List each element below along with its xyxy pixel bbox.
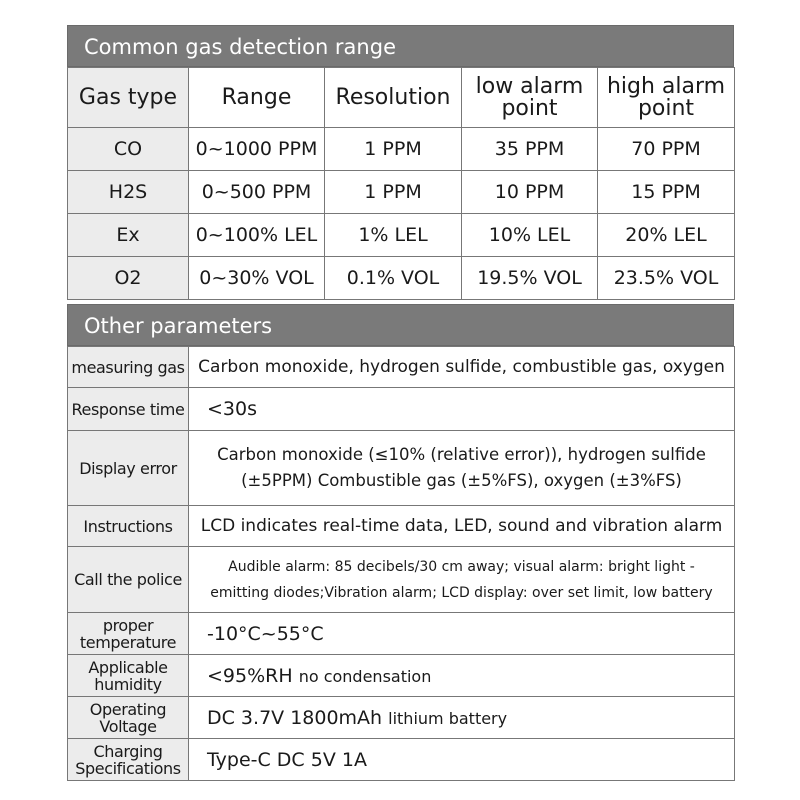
table-row (68, 347, 735, 388)
table-row (68, 388, 735, 431)
high-alarm-cell: 70 PPM (598, 128, 735, 171)
param-value: <95%RH (207, 664, 293, 687)
range-cell: 0~100% LEL (189, 214, 325, 257)
header-resolution: Resolution (325, 68, 462, 128)
param-label: measuring gas (68, 347, 189, 388)
high-alarm-cell: 20% LEL (598, 214, 735, 257)
table-row (68, 547, 735, 613)
gas-type-cell: Ex (68, 214, 189, 257)
resolution-cell: 1 PPM (325, 171, 462, 214)
table-row (68, 697, 735, 739)
gas-table (67, 67, 735, 300)
low-alarm-cell: 19.5% VOL (462, 257, 598, 300)
table-row (68, 655, 735, 697)
param-value: <30s (189, 388, 735, 431)
high-alarm-cell: 23.5% VOL (598, 257, 735, 300)
param-value-cell (189, 655, 735, 697)
param-label: Call the police (68, 547, 189, 613)
param-label: Charging Specifications (68, 739, 189, 781)
param-value: Audible alarm: 85 decibels/30 cm away; visual alarm: bright light -emitting diodes;Vibration alarm; LCD display: over set limit, low battery (189, 547, 735, 613)
table-row (68, 613, 735, 655)
low-alarm-cell: 10 PPM (462, 171, 598, 214)
param-value: DC 3.7V 1800mAh (207, 706, 383, 729)
range-cell: 0~30% VOL (189, 257, 325, 300)
low-alarm-cell: 35 PPM (462, 128, 598, 171)
param-value-suffix: no condensation (298, 666, 432, 686)
param-value-cell (189, 697, 735, 739)
param-value: LCD indicates real-time data, LED, sound and vibration alarm (189, 506, 735, 547)
params-table (67, 346, 735, 781)
resolution-cell: 1% LEL (325, 214, 462, 257)
table-row (68, 257, 735, 300)
param-value: Type-C DC 5V 1A (189, 739, 735, 781)
table-row (68, 739, 735, 781)
header-low-alarm: low alarm point (462, 68, 598, 128)
table-row (68, 431, 735, 506)
param-label: Response time (68, 388, 189, 431)
gas-section-title: Common gas detection range (67, 25, 734, 67)
header-high-alarm: high alarm point (598, 68, 735, 128)
param-value-suffix: lithium battery (388, 708, 508, 728)
param-label: proper temperature (68, 613, 189, 655)
low-alarm-cell: 10% LEL (462, 214, 598, 257)
param-value: Carbon monoxide, hydrogen sulfide, combustible gas, oxygen (189, 347, 735, 388)
header-gas-type: Gas type (68, 68, 189, 128)
param-label: Operating Voltage (68, 697, 189, 739)
gas-table-header (68, 68, 735, 128)
param-label: Applicable humidity (68, 655, 189, 697)
spec-sheet (67, 25, 734, 781)
header-range: Range (189, 68, 325, 128)
table-row (68, 171, 735, 214)
gas-type-cell: H2S (68, 171, 189, 214)
range-cell: 0~1000 PPM (189, 128, 325, 171)
resolution-cell: 1 PPM (325, 128, 462, 171)
table-row (68, 128, 735, 171)
param-label: Instructions (68, 506, 189, 547)
resolution-cell: 0.1% VOL (325, 257, 462, 300)
params-section-title: Other parameters (67, 304, 734, 346)
param-value: -10°C~55°C (189, 613, 735, 655)
param-label: Display error (68, 431, 189, 506)
gas-type-cell: CO (68, 128, 189, 171)
range-cell: 0~500 PPM (189, 171, 325, 214)
param-value: Carbon monoxide (≤10% (relative error)), hydrogen sulfide (±5PPM) Combustible gas (±5%FS), oxygen (±3%FS) (189, 431, 735, 506)
high-alarm-cell: 15 PPM (598, 171, 735, 214)
table-row (68, 506, 735, 547)
table-row (68, 214, 735, 257)
gas-type-cell: O2 (68, 257, 189, 300)
